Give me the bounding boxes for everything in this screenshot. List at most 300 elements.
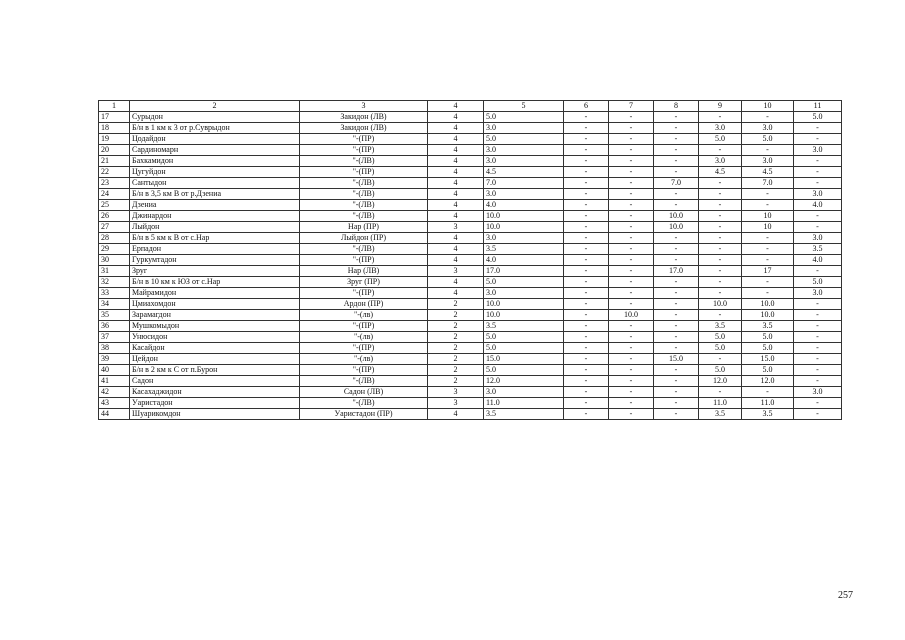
table-cell: 3 (428, 266, 484, 277)
table-cell: 28 (99, 233, 130, 244)
table-cell: Касайдон (130, 343, 300, 354)
table-cell: 2 (428, 354, 484, 365)
table-cell: 4 (428, 145, 484, 156)
table-cell: Дзениа (130, 200, 300, 211)
table-cell: 3.5 (484, 321, 564, 332)
table-cell: - (654, 200, 699, 211)
table-cell: - (609, 123, 654, 134)
table-cell: Б/н в 10 км к ЮЗ от с.Нар (130, 277, 300, 288)
table-cell: 5.0 (699, 365, 742, 376)
table-row (99, 398, 842, 409)
table-cell: 7.0 (654, 178, 699, 189)
table-cell: - (609, 112, 654, 123)
table-cell: Зарамагдон (130, 310, 300, 321)
header-cell: 6 (564, 101, 609, 112)
table-cell: Б/н в 1 км к 3 от р.Суврыдон (130, 123, 300, 134)
header-cell: 10 (742, 101, 794, 112)
table-cell: - (609, 387, 654, 398)
table-cell: 38 (99, 343, 130, 354)
table-cell: "-(ЛВ) (300, 156, 428, 167)
table-cell: 10 (742, 211, 794, 222)
table-cell: - (794, 211, 842, 222)
table-cell: Ардон (ПР) (300, 299, 428, 310)
table-cell: - (742, 233, 794, 244)
table-cell: - (654, 255, 699, 266)
table-cell: - (609, 211, 654, 222)
table-cell: - (609, 409, 654, 420)
table-cell: - (654, 189, 699, 200)
table-cell: - (742, 387, 794, 398)
table-cell: 3.0 (484, 145, 564, 156)
table-cell: - (564, 409, 609, 420)
table-cell: Садон (ЛВ) (300, 387, 428, 398)
table-cell: "-(ЛВ) (300, 178, 428, 189)
table-cell: 3.5 (484, 409, 564, 420)
table-cell: - (564, 288, 609, 299)
table-cell: "-(ПР) (300, 167, 428, 178)
table-row (99, 123, 842, 134)
table-cell: - (794, 409, 842, 420)
table-header (99, 101, 842, 112)
table-cell: "-(лв) (300, 310, 428, 321)
page-number: 257 (838, 590, 853, 601)
table-cell: - (699, 222, 742, 233)
table-cell: - (699, 233, 742, 244)
table-cell: 3.0 (484, 156, 564, 167)
table-cell: 4.0 (794, 200, 842, 211)
table-cell: 4.5 (699, 167, 742, 178)
table-cell: 4 (428, 277, 484, 288)
table-cell: - (699, 255, 742, 266)
table-cell: - (609, 332, 654, 343)
table-cell: 4.5 (484, 167, 564, 178)
table-cell: 32 (99, 277, 130, 288)
table-cell: Сурыдон (130, 112, 300, 123)
table-cell: - (654, 156, 699, 167)
table-row (99, 310, 842, 321)
table-cell: - (699, 178, 742, 189)
header-cell: 4 (428, 101, 484, 112)
table-row (99, 200, 842, 211)
table-cell: - (564, 134, 609, 145)
table-cell: 5.0 (794, 112, 842, 123)
table-cell: "-(ПР) (300, 343, 428, 354)
table-cell: - (564, 211, 609, 222)
table-cell: - (654, 299, 699, 310)
table-cell: - (699, 354, 742, 365)
table-cell: 7.0 (742, 178, 794, 189)
table-cell: - (794, 398, 842, 409)
table-cell: 10 (742, 222, 794, 233)
table-cell: - (654, 343, 699, 354)
table-cell: Б/н в 5 км к В от с.Нар (130, 233, 300, 244)
table-cell: - (654, 233, 699, 244)
table-cell: Цугуйдон (130, 167, 300, 178)
table-cell: - (564, 321, 609, 332)
table-cell: - (609, 200, 654, 211)
table-cell: 10.0 (742, 299, 794, 310)
table-cell: 4.0 (484, 200, 564, 211)
table-cell: 5.0 (742, 332, 794, 343)
table-cell: 5.0 (742, 365, 794, 376)
table-cell: "-(ПР) (300, 134, 428, 145)
table-cell: 5.0 (484, 112, 564, 123)
table-cell: - (742, 112, 794, 123)
table-cell: - (564, 343, 609, 354)
table-cell: - (794, 354, 842, 365)
table-cell: - (699, 244, 742, 255)
table-cell: - (699, 145, 742, 156)
table-cell: 3.5 (742, 409, 794, 420)
table-cell: - (609, 222, 654, 233)
table-cell: - (794, 123, 842, 134)
table-cell: Сардиномарн (130, 145, 300, 156)
table-cell: 43 (99, 398, 130, 409)
table-cell: 11.0 (699, 398, 742, 409)
table-cell: - (742, 145, 794, 156)
table-row (99, 112, 842, 123)
table-cell: - (794, 299, 842, 310)
table-cell: - (609, 398, 654, 409)
table-cell: 2 (428, 332, 484, 343)
table-cell: - (699, 310, 742, 321)
table-cell: 4.5 (742, 167, 794, 178)
header-cell: 1 (99, 101, 130, 112)
table-cell: Бахкамидон (130, 156, 300, 167)
table-cell: 15.0 (654, 354, 699, 365)
table-cell: 10.0 (484, 211, 564, 222)
table-cell: 3 (428, 398, 484, 409)
table-row (99, 167, 842, 178)
table-cell: - (654, 365, 699, 376)
table-cell: 3.0 (742, 156, 794, 167)
table-cell: - (742, 277, 794, 288)
table-cell: - (654, 321, 699, 332)
table-cell: - (609, 321, 654, 332)
table-cell: - (654, 112, 699, 123)
table-cell: "-(лв) (300, 332, 428, 343)
table-cell: - (794, 266, 842, 277)
rivers-table (98, 100, 842, 420)
table-cell: Цейдон (130, 354, 300, 365)
table-cell: - (564, 299, 609, 310)
table-cell: - (609, 354, 654, 365)
table-cell: - (564, 398, 609, 409)
table-cell: - (564, 387, 609, 398)
table-cell: 5.0 (484, 134, 564, 145)
table-cell: 39 (99, 354, 130, 365)
table-cell: 4 (428, 244, 484, 255)
table-row (99, 277, 842, 288)
table-cell: 4 (428, 189, 484, 200)
table-cell: - (794, 310, 842, 321)
table-cell: 37 (99, 332, 130, 343)
table-cell: Уаристадон (ПР) (300, 409, 428, 420)
table-cell: - (794, 222, 842, 233)
table-cell: 4 (428, 156, 484, 167)
table-cell: 5.0 (794, 277, 842, 288)
table-cell: Шуарикомдон (130, 409, 300, 420)
table-cell: 3.5 (699, 409, 742, 420)
table-cell: - (609, 376, 654, 387)
table-cell: 3.5 (699, 321, 742, 332)
table-cell: Зруг (ПР) (300, 277, 428, 288)
table-cell: 4 (428, 167, 484, 178)
table-cell: - (654, 398, 699, 409)
table-cell: Лыйдон (ПР) (300, 233, 428, 244)
table-cell: 10.0 (484, 310, 564, 321)
table-cell: 10.0 (699, 299, 742, 310)
table-cell: - (609, 145, 654, 156)
table-cell: - (699, 211, 742, 222)
table-cell: "-(ПР) (300, 145, 428, 156)
table-cell: - (609, 266, 654, 277)
table-cell: - (564, 167, 609, 178)
table-row (99, 233, 842, 244)
table-cell: - (609, 299, 654, 310)
table-cell: "-(ПР) (300, 288, 428, 299)
table-row (99, 156, 842, 167)
table-cell: - (794, 321, 842, 332)
header-cell: 3 (300, 101, 428, 112)
table-row (99, 255, 842, 266)
table-cell: Зруг (130, 266, 300, 277)
header-cell: 5 (484, 101, 564, 112)
table-cell: 24 (99, 189, 130, 200)
table-cell: 3.0 (794, 288, 842, 299)
table-row (99, 266, 842, 277)
table-cell: - (654, 387, 699, 398)
table-cell: 5.0 (484, 343, 564, 354)
header-row (99, 101, 842, 112)
table-cell: Цмиахомдон (130, 299, 300, 310)
table-cell: "-(ПР) (300, 321, 428, 332)
table-cell: Унюсидон (130, 332, 300, 343)
table-cell: 36 (99, 321, 130, 332)
table-cell: 5.0 (699, 332, 742, 343)
table-cell: 34 (99, 299, 130, 310)
header-cell: 7 (609, 101, 654, 112)
table-cell: 2 (428, 310, 484, 321)
table-cell: 17.0 (654, 266, 699, 277)
table-cell: - (609, 178, 654, 189)
table-cell: Лыйдон (130, 222, 300, 233)
table-cell: 18 (99, 123, 130, 134)
table-cell: - (609, 288, 654, 299)
table-cell: - (654, 167, 699, 178)
table-cell: Садон (130, 376, 300, 387)
table-cell: 35 (99, 310, 130, 321)
table-cell: - (564, 145, 609, 156)
table-cell: 2 (428, 365, 484, 376)
table-cell: 3.0 (484, 288, 564, 299)
header-cell: 2 (130, 101, 300, 112)
header-cell: 11 (794, 101, 842, 112)
table-cell: - (699, 266, 742, 277)
table-cell: "-(ЛВ) (300, 398, 428, 409)
table-cell: - (794, 167, 842, 178)
table-cell: - (564, 123, 609, 134)
table-cell: - (654, 409, 699, 420)
table-cell: 10.0 (742, 310, 794, 321)
table-cell: 29 (99, 244, 130, 255)
table-cell: 5.0 (699, 134, 742, 145)
table-cell: - (654, 376, 699, 387)
table-cell: - (609, 233, 654, 244)
table-cell: 33 (99, 288, 130, 299)
table-cell: "-(ЛВ) (300, 244, 428, 255)
table-cell: 2 (428, 299, 484, 310)
table-cell: - (699, 200, 742, 211)
table-cell: 4 (428, 211, 484, 222)
table-cell: 4 (428, 288, 484, 299)
table-cell: 12.0 (742, 376, 794, 387)
table-cell: - (564, 222, 609, 233)
table-cell: Майрамидон (130, 288, 300, 299)
table-cell: 4 (428, 112, 484, 123)
table-row (99, 376, 842, 387)
table-cell: 2 (428, 321, 484, 332)
table-cell: Б/н в 2 км к С от п.Бурон (130, 365, 300, 376)
table-cell: 31 (99, 266, 130, 277)
table-cell: 44 (99, 409, 130, 420)
table-cell: - (609, 244, 654, 255)
table-cell: - (654, 123, 699, 134)
table-row (99, 365, 842, 376)
table-cell: - (794, 365, 842, 376)
table-row (99, 332, 842, 343)
table-cell: Закидон (ЛВ) (300, 123, 428, 134)
table-cell: 4 (428, 134, 484, 145)
table-cell: - (609, 134, 654, 145)
table-cell: - (794, 343, 842, 354)
table-cell: 2 (428, 376, 484, 387)
table-cell: 3.0 (699, 156, 742, 167)
table-cell: 4.0 (484, 255, 564, 266)
table-cell: 10.0 (654, 222, 699, 233)
table-row (99, 189, 842, 200)
table-cell: - (609, 156, 654, 167)
table-cell: 5.0 (484, 332, 564, 343)
table-cell: 3 (428, 387, 484, 398)
table-row (99, 145, 842, 156)
table-cell: 15.0 (484, 354, 564, 365)
table-body (99, 112, 842, 420)
table-cell: "-(ЛВ) (300, 211, 428, 222)
header-cell: 8 (654, 101, 699, 112)
table-cell: - (742, 255, 794, 266)
table-cell: 3.5 (742, 321, 794, 332)
table-cell: - (699, 112, 742, 123)
table-cell: 12.0 (484, 376, 564, 387)
table-cell: 5.0 (699, 343, 742, 354)
table-cell: 17.0 (484, 266, 564, 277)
table-cell: 12.0 (699, 376, 742, 387)
table-cell: 26 (99, 211, 130, 222)
header-cell: 9 (699, 101, 742, 112)
table-cell: - (742, 200, 794, 211)
table-cell: 22 (99, 167, 130, 178)
table-cell: 11.0 (484, 398, 564, 409)
table-cell: - (564, 332, 609, 343)
table-cell: - (609, 167, 654, 178)
table-cell: 4 (428, 178, 484, 189)
table-cell: 3.0 (484, 387, 564, 398)
table-cell: - (564, 156, 609, 167)
table-cell: 11.0 (742, 398, 794, 409)
table-cell: 42 (99, 387, 130, 398)
table-cell: "-(ПР) (300, 365, 428, 376)
table-cell: 10.0 (484, 222, 564, 233)
table-cell: 7.0 (484, 178, 564, 189)
table-cell: "-(ПР) (300, 255, 428, 266)
table-cell: 3.0 (484, 233, 564, 244)
table-cell: "-(лв) (300, 354, 428, 365)
table-cell: - (794, 156, 842, 167)
table-cell: - (742, 288, 794, 299)
table-row (99, 134, 842, 145)
table-cell: 3.0 (794, 189, 842, 200)
table-cell: 40 (99, 365, 130, 376)
table-cell: Касахаджидон (130, 387, 300, 398)
table-row (99, 222, 842, 233)
table-cell: 4 (428, 123, 484, 134)
table-row (99, 409, 842, 420)
table-cell: 10.0 (654, 211, 699, 222)
table-cell: Нар (ЛВ) (300, 266, 428, 277)
table-cell: Нар (ПР) (300, 222, 428, 233)
table-cell: - (564, 233, 609, 244)
table-row (99, 288, 842, 299)
table-cell: 17 (742, 266, 794, 277)
table-cell: - (699, 277, 742, 288)
table-cell: - (654, 332, 699, 343)
table-cell: Закидон (ЛВ) (300, 112, 428, 123)
table-cell: 5.0 (742, 343, 794, 354)
table-cell: 10.0 (609, 310, 654, 321)
table-row (99, 244, 842, 255)
table-cell: 21 (99, 156, 130, 167)
table-row (99, 354, 842, 365)
table-cell: 41 (99, 376, 130, 387)
table-row (99, 343, 842, 354)
table-cell: - (699, 288, 742, 299)
table-cell: "-(ЛВ) (300, 200, 428, 211)
table-cell: - (564, 376, 609, 387)
table-row (99, 211, 842, 222)
table-cell: 4 (428, 255, 484, 266)
table-cell: - (794, 332, 842, 343)
table-cell: Мушкомыдон (130, 321, 300, 332)
table-cell: 10.0 (484, 299, 564, 310)
table-cell: 17 (99, 112, 130, 123)
table-cell: "-(ЛВ) (300, 376, 428, 387)
table-cell: 3.0 (484, 123, 564, 134)
table-cell: - (654, 288, 699, 299)
table-cell: - (794, 376, 842, 387)
table-cell: 3.0 (794, 233, 842, 244)
table-cell: Ерпадон (130, 244, 300, 255)
table-cell: 3.0 (794, 387, 842, 398)
table-cell: 25 (99, 200, 130, 211)
table-cell: Гуркумтадон (130, 255, 300, 266)
table-cell: 4.0 (794, 255, 842, 266)
table-cell: 3.0 (484, 189, 564, 200)
table-cell: 4 (428, 409, 484, 420)
table-cell: - (742, 244, 794, 255)
table-cell: - (654, 310, 699, 321)
table-cell: - (794, 134, 842, 145)
